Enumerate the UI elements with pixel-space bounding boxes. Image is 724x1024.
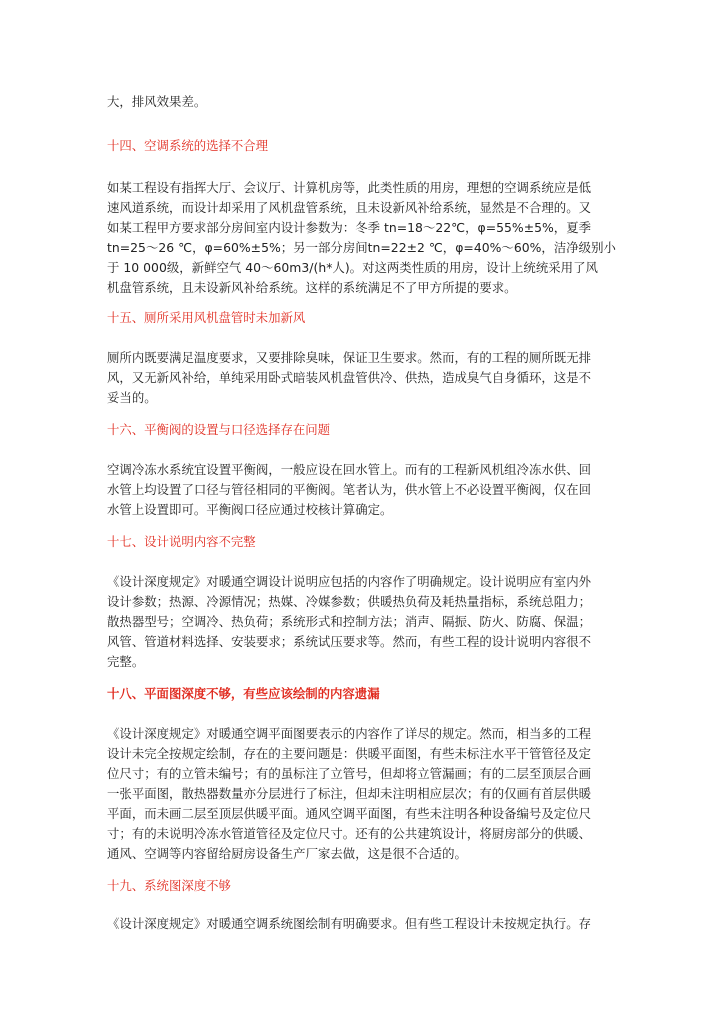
text-line: 寸；有的未说明冷冻水管道管径及定位尺寸。还有的公共建筑设计，将厨房部分的供暖、: [107, 826, 592, 841]
text-line: 设计参数；热源、冷源情况；热媒、冷媒参数；供暖热负荷及耗热量指标，系统总阻力；: [107, 594, 592, 609]
text-line: 空调冷冻水系统宜设置平衡阀，一般应设在回水管上。而有的工程新风机组冷冻水供、回: [107, 462, 592, 477]
text-line: 机盘管系统，且未设新风补给系统。这样的系统满足不了甲方所提的要求。: [107, 280, 517, 295]
text-line: 散热器型号；空调冷、热负荷；系统形式和控制方法；消声、隔振、防火、防腐、保温；: [107, 614, 592, 629]
text-line: 大，排风效果差。: [107, 94, 207, 109]
text-line: 厕所内既要满足温度要求，又要排除臭味，保证卫生要求。然而，有的工程的厕所既无排: [107, 350, 592, 365]
text-line: 平面，而未画二层至顶层供暖平面。通风空调平面图，有些未注明各种设备编号及定位尺: [107, 806, 592, 821]
paragraph-section-16: [107, 460, 617, 520]
section-heading-17: 十七、设计说明内容不完整: [107, 534, 256, 549]
text-line: 速风道系统，而设计却采用了风机盘管系统，且未设新风补给系统，显然是不合理的。又: [107, 200, 592, 215]
text-line: 位尺寸；有的立管未编号；有的虽标注了立管号，但却将立管漏画；有的二层至顶层合画: [107, 766, 592, 781]
paragraph-section-15: [107, 348, 617, 408]
section-heading-15: 十五、厕所采用风机盘管时未加新风: [107, 310, 306, 325]
text-line: 《设计深度规定》对暖通空调平面图要表示的内容作了详尽的规定。然而，相当多的工程: [107, 726, 592, 741]
paragraph-section-17: [107, 572, 617, 672]
text-line: 完整。: [107, 654, 145, 669]
text-line: 如某工程设有指挥大厅、会议厅、计算机房等，此类性质的用房，理想的空调系统应是低: [107, 180, 592, 195]
text-line: 《设计深度规定》对暖通空调系统图绘制有明确要求。但有些工程设计未按规定执行。存: [107, 916, 592, 931]
text-line: 于 10 000级，新鲜空气 40～60m3/(h*人)。对这两类性质的用房，设计上统统采用了风: [107, 260, 598, 275]
text-line: 水管上设置即可。平衡阀口径应通过校核计算确定。: [107, 502, 393, 517]
text-line: 通风、空调等内容留给厨房设备生产厂家去做，这是很不合适的。: [107, 846, 467, 861]
paragraph-section-14: [107, 178, 617, 298]
text-line: 如某工程甲方要求部分房间室内设计参数为：冬季 tn=18～22℃，φ=55%±5%，夏季: [107, 220, 592, 235]
paragraph-continuation: [107, 92, 617, 112]
text-line: 一张平面图，散热器数量亦分层进行了标注，但却未注明相应层次；有的仅画有首层供暖: [107, 786, 592, 801]
text-line: 风管、管道材料选择、安装要求；系统试压要求等。然而，有些工程的设计说明内容很不: [107, 634, 592, 649]
section-heading-16: 十六、平衡阀的设置与口径选择存在问题: [107, 422, 331, 437]
paragraph-section-18: [107, 724, 617, 864]
text-line: 设计未完全按规定绘制，存在的主要问题是：供暖平面图，有些未标注水平干管管径及定: [107, 746, 592, 761]
text-line: 《设计深度规定》对暖通空调设计说明应包括的内容作了明确规定。设计说明应有室内外: [107, 574, 592, 589]
text-line: tn=25～26 ℃，φ=60%±5%；另一部分房间tn=22±2 ℃，φ=40%～60%，洁净级别小: [107, 240, 616, 255]
paragraph-section-19: [107, 914, 617, 934]
text-line: 风，又无新风补给，单纯采用卧式暗装风机盘管供冷、供热，造成臭气自身循环，这是不: [107, 370, 592, 385]
section-heading-18: 十八、平面图深度不够，有些应该绘制的内容遗漏: [107, 686, 380, 701]
section-heading-14: 十四、空调系统的选择不合理: [107, 138, 269, 153]
text-line: 妥当的。: [107, 390, 157, 405]
text-line: 水管上均设置了口径与管径相同的平衡阀。笔者认为，供水管上不必设置平衡阀，仅在回: [107, 482, 592, 497]
section-heading-19: 十九、系统图深度不够: [107, 878, 231, 893]
